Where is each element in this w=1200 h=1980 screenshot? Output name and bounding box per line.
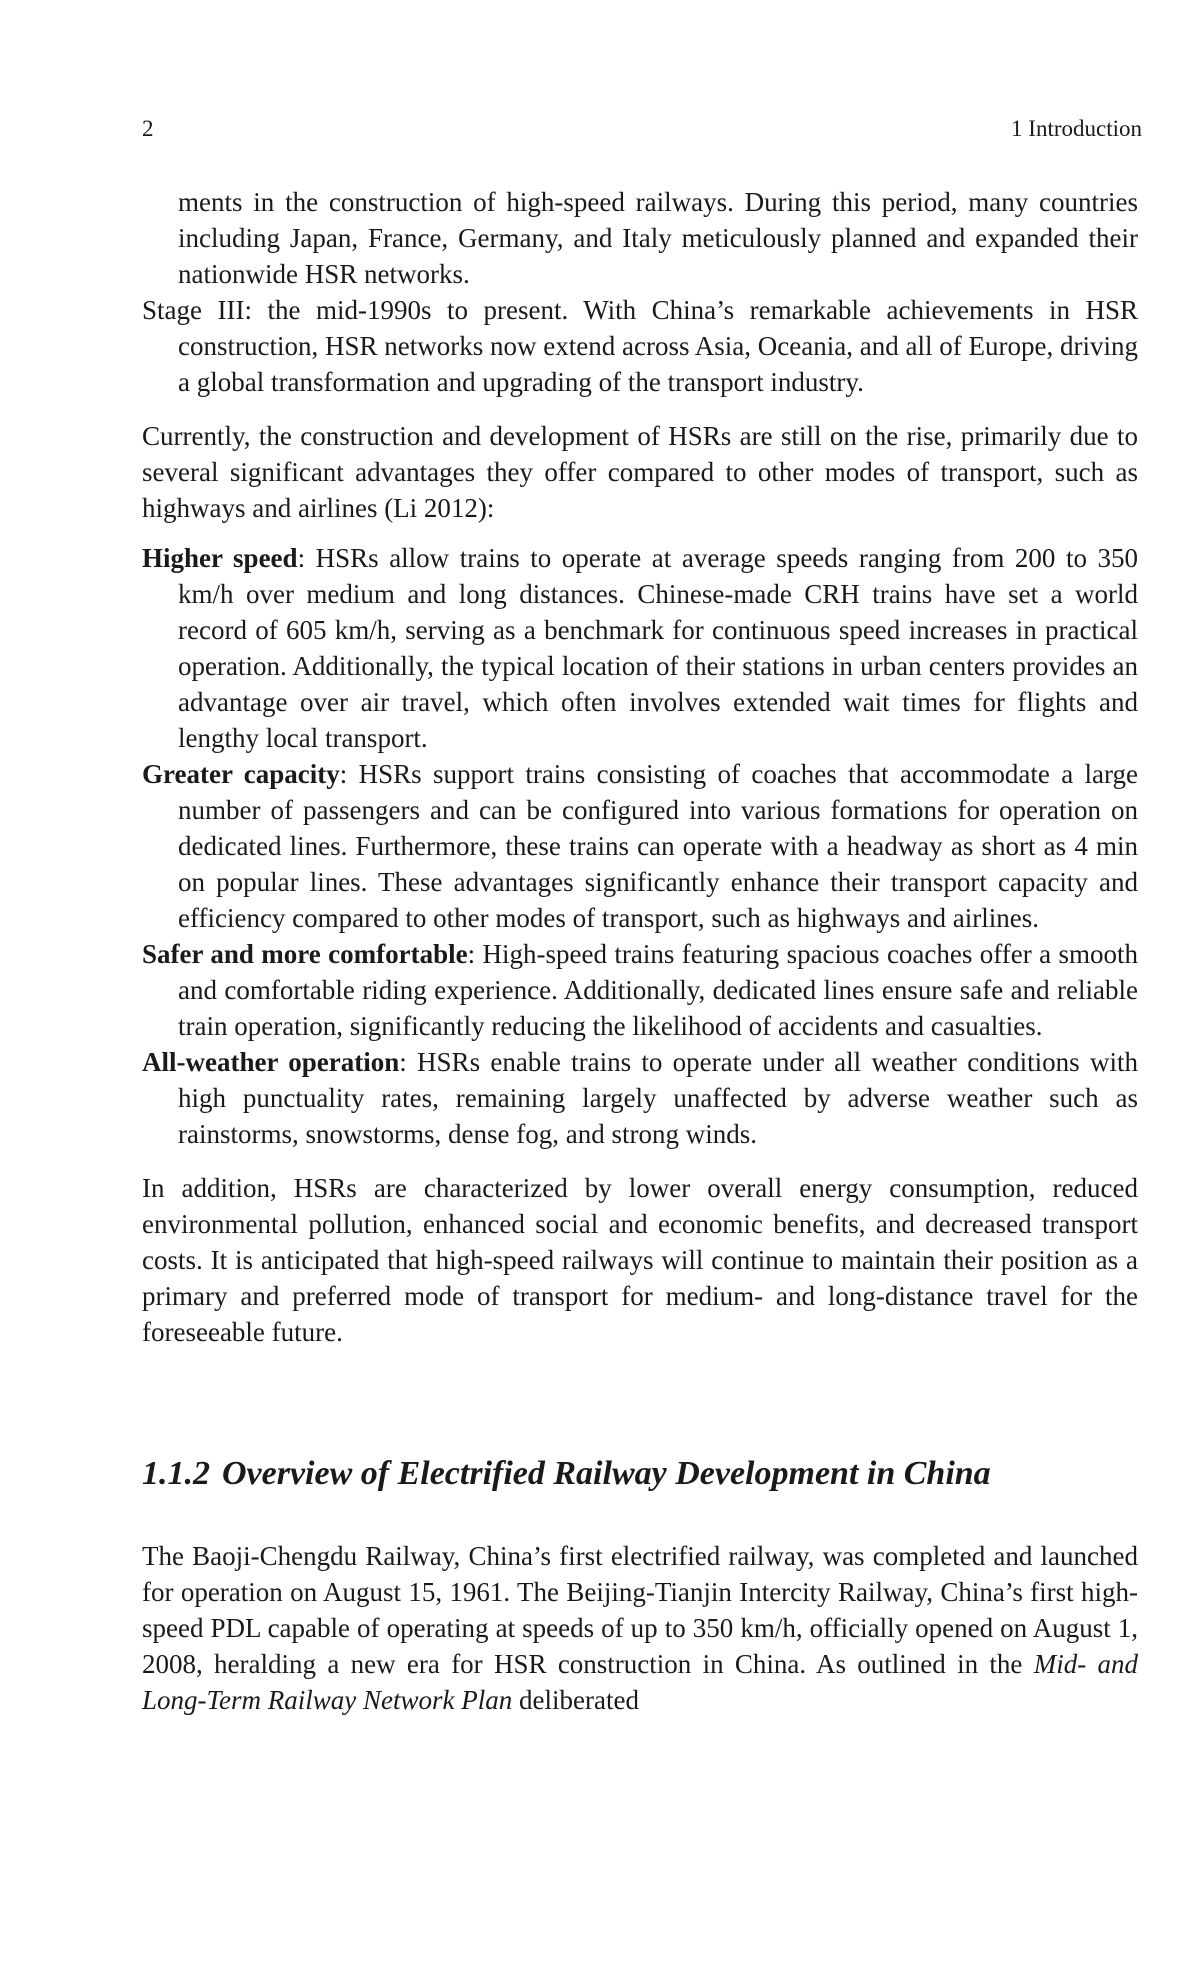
section-number: 1.1.2 (142, 1455, 210, 1492)
stage-iii-item (142, 292, 1138, 400)
section-text-1: The Baoji-Chengdu Railway, China’s first electrified railway, was completed and launched for operation on August 15, 1961. The Beijing-Tianjin Intercity Railway, China’s first high-speed PDL capable of operating at speeds of up to 350 km/h, officially opened on August 1, 2008, heralding a new era for HSR construction in China. As outlined in the (142, 1541, 1138, 1679)
section-heading (142, 1452, 1138, 1496)
page-content (142, 184, 1138, 1718)
advantage-term: Greater capacity (142, 759, 340, 789)
intro-paragraph: Currently, the construction and development of HSRs are still on the rise, primarily due to several significant advantages they offer compared to other modes of transport, such as highways and airlines (Li 2012): (142, 421, 1138, 523)
advantage-term: Safer and more comfortable (142, 939, 468, 969)
advantage-item (142, 756, 1138, 936)
advantage-item (142, 540, 1138, 756)
advantage-term: Higher speed (142, 543, 298, 573)
stage-ii-continuation: ments in the construction of high-speed railways. During this period, many countries including Japan, France, Germany, and Italy meticulously planned and expanded their nationwide HSR networks. (178, 187, 1138, 289)
stage-list (142, 184, 1138, 400)
advantage-item (142, 1044, 1138, 1152)
advantage-text: : HSRs enable trains to operate under all weather conditions with high punctuality rates, remaining largely unaffected by adverse weather such as rainstorms, snowstorms, dense fog, and strong winds. (178, 1047, 1138, 1149)
advantage-text: : High-speed trains featuring spacious coaches offer a smooth and comfortable riding experience. Additionally, dedicated lines ensure safe and reliable train operation, significantly reducing the likelihood of accidents and casualties. (178, 939, 1139, 1041)
advantage-item (142, 936, 1138, 1044)
advantage-text: : HSRs allow trains to operate at average speeds ranging from 200 to 350 km/h over medium and long distances. Chinese-made CRH trains have set a world record of 605 km/h, serving as a benchmark for continuous speed increases in practical operation. Additionally, the typical location of their stations in urban centers provides an advantage over air travel, which often involves extended wait times for flights and lengthy local transport. (178, 543, 1138, 753)
advantage-term: All-weather operation (142, 1047, 400, 1077)
conclusion-paragraph: In addition, HSRs are characterized by lower overall energy consumption, reduced environmental pollution, enhanced social and economic benefits, and decreased transport costs. It is anticipated that high-speed railways will continue to maintain their position as a primary and preferred mode of transport for medium- and long-distance travel for the foreseeable future. (142, 1173, 1138, 1347)
section-text-2: deliberated (512, 1685, 639, 1715)
section-title: Overview of Electrified Railway Development in China (222, 1455, 991, 1492)
running-header (142, 112, 1142, 146)
section-paragraph (142, 1538, 1138, 1718)
advantage-text: : HSRs support trains consisting of coaches that accommodate a large number of passengers and can be configured into various formations for operation on dedicated lines. Furthermore, these trains can operate with a headway as short as 4 min on popular lines. These advantages significantly enhance their transport capacity and efficiency compared to other modes of transport, such as highways and airlines. (178, 759, 1138, 933)
plan-title: Mid- and Long-Term Railway Network Plan (142, 1649, 1138, 1715)
stage-iii-label: Stage III: (142, 295, 252, 325)
advantages-list (142, 540, 1138, 1152)
chapter-title: 1 Introduction (1011, 116, 1142, 141)
page-number: 2 (142, 116, 154, 141)
stage-iii-text: the mid-1990s to present. With China’s remarkable achievements in HSR construction, HSR networks now extend across Asia, Oceania, and all of Europe, driving a global transformation and upgrading of the transport industry. (178, 295, 1139, 397)
